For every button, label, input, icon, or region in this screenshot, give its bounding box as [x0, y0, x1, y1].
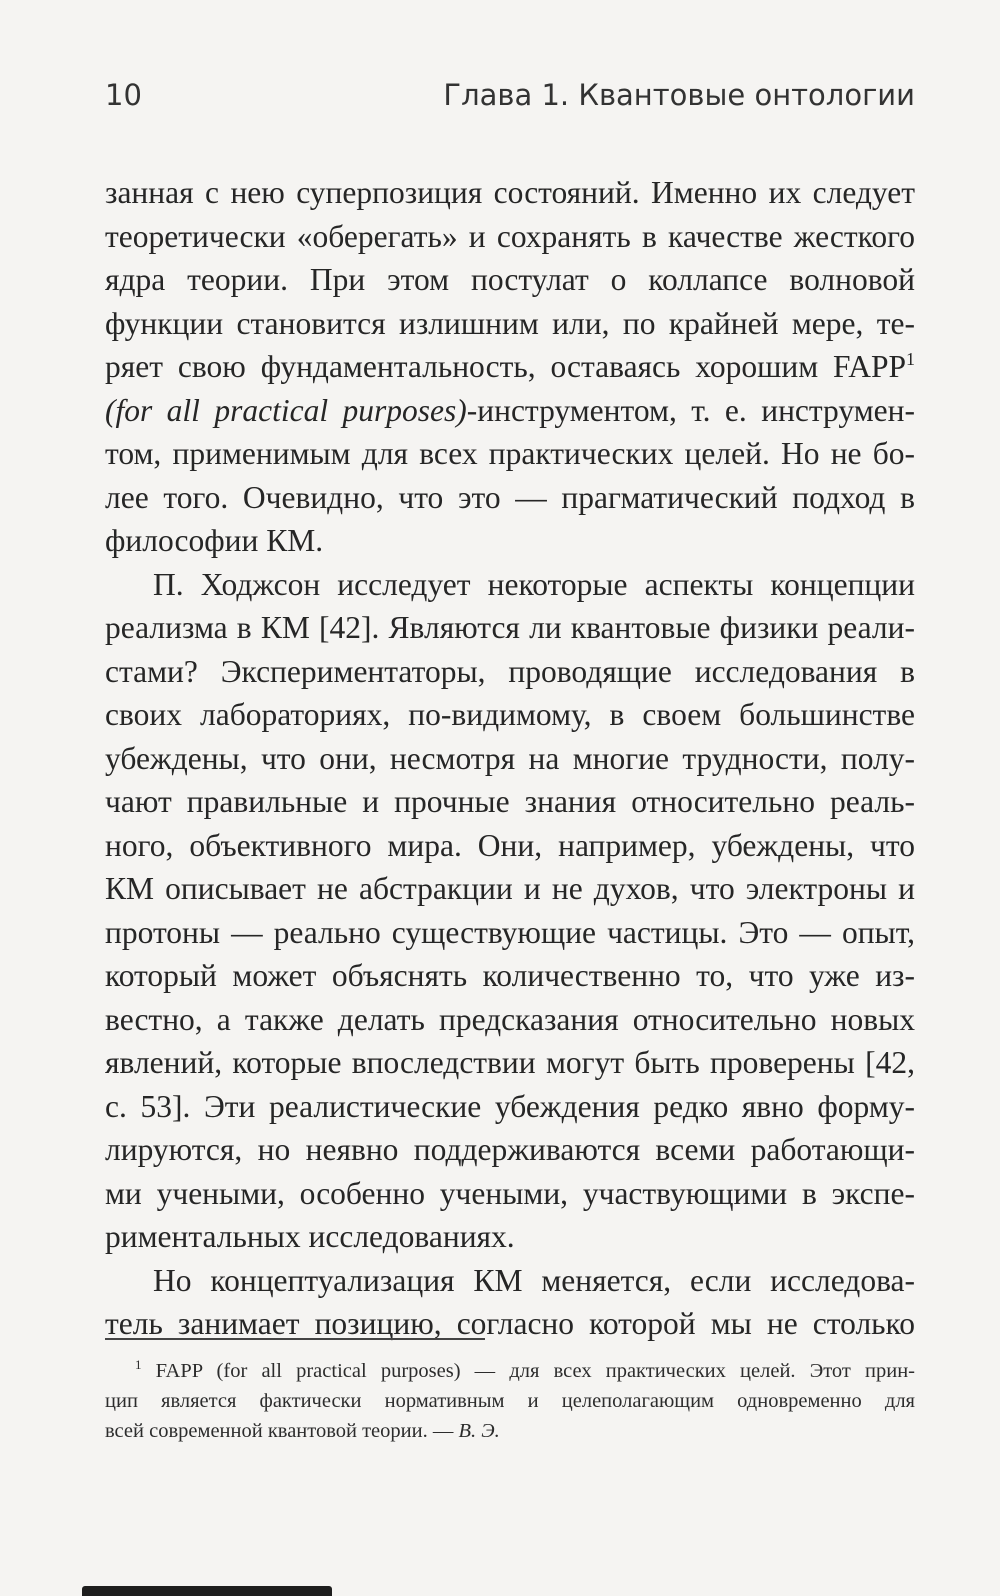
footnote	[105, 1356, 915, 1446]
text-line: философии КМ.	[105, 523, 324, 558]
text-line: реализма в КМ [42]. Являются ли квантовые физики реали-	[105, 610, 915, 645]
italic-phrase: (for all practical purposes)	[105, 392, 467, 428]
page-number: 10	[105, 78, 142, 112]
text-line: ного, объективного мира. Они, например, убеждены, что	[105, 827, 915, 863]
text-line	[105, 389, 915, 433]
paragraph-first-line: П. Ходжсон исследует некоторые аспекты концепции	[153, 566, 915, 602]
text-line: тель занимает позицию, согласно которой мы не столько	[105, 1306, 915, 1341]
footnote-line	[105, 1416, 915, 1446]
text-line: лее того. Очевидно, что это — прагматический подход в	[105, 479, 915, 515]
text-line: ми учеными, особенно учеными, участвующими в экспе-	[105, 1175, 915, 1211]
footnote-line: цип является фактически нормативным и целеполагающим одновременно для	[105, 1390, 915, 1412]
text-line: явлений, которые впоследствии могут быть проверены [42,	[105, 1045, 915, 1080]
text-line: риментальных исследованиях.	[105, 1219, 515, 1254]
text-line: своих лабораториях, по-видимому, в своем большинстве	[105, 697, 915, 732]
text-line: лируются, но неявно поддерживаются всеми работающи-	[105, 1132, 915, 1167]
text-line: том, применимым для всех практических целей. Но не бо-	[105, 436, 915, 471]
text-line: чают правильные и прочные знания относительно реаль-	[105, 784, 915, 819]
text-line: теоретически «оберегать» и сохранять в качестве жесткого	[105, 218, 915, 254]
text-line: занная с нею суперпозиция состояний. Именно их следует	[105, 175, 915, 210]
text-line: протоны — реально существующие частицы. Это — опыт,	[105, 914, 915, 950]
footnote-divider	[105, 1338, 485, 1340]
paragraph-first-line: Но концептуализация КМ меняется, если исследова-	[153, 1262, 915, 1298]
text-fragment: -инструментом, т. е. инструмен-	[466, 392, 915, 428]
chapter-title: Глава 1. Квантовые онтологии	[443, 78, 915, 112]
text-line: который может объяснять количественно то, что уже из-	[105, 958, 915, 993]
footnote-line	[105, 1356, 915, 1386]
footnote-number: 1	[135, 1357, 142, 1372]
footnote-marker: 1	[906, 349, 915, 369]
text-line: вестно, а также делать предсказания относительно новых	[105, 1001, 915, 1037]
text-fragment: ряет свою фундаментальность, оставаясь хорошим FAPP	[105, 349, 906, 384]
text-line: функции становится излишним или, по крайней мере, те-	[105, 305, 915, 341]
text-line: стами? Экспериментаторы, проводящие исследования в	[105, 653, 915, 689]
text-line: с. 53]. Эти реалистические убеждения редко явно форму-	[105, 1088, 915, 1124]
text-line: ядра теории. При этом постулат о коллапсе волновой	[105, 262, 915, 297]
main-text	[105, 171, 915, 1346]
footnote-author: В. Э.	[458, 1420, 500, 1442]
text-fragment: всей современной квантовой теории. —	[105, 1420, 459, 1442]
text-line: убеждены, что они, несмотря на многие трудности, полу-	[105, 740, 915, 776]
text-line-with-footnote	[105, 345, 915, 389]
scan-edge-shadow	[82, 1586, 332, 1596]
text-fragment: FAPP (for all practical purposes) — для всех практических целей. Этот прин-	[155, 1360, 916, 1382]
running-head	[105, 78, 915, 122]
text-line: КМ описывает не абстракции и не духов, что электроны и	[105, 871, 915, 906]
